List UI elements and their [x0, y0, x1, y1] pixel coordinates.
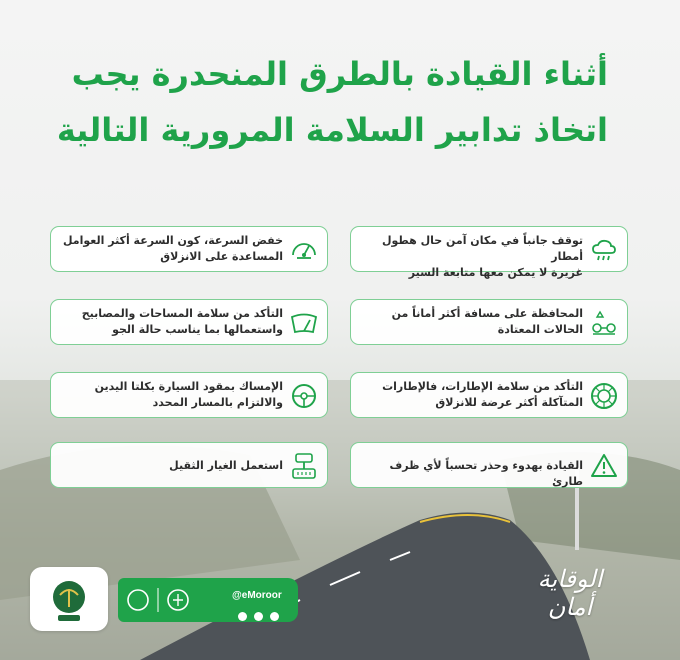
social-icons	[238, 606, 281, 625]
tip-card	[350, 442, 628, 488]
speedometer-icon	[289, 235, 319, 265]
tip-text: استعمل الغيار الثقيل	[169, 459, 283, 472]
steering-wheel-icon	[289, 381, 319, 411]
car-distance-icon	[589, 308, 619, 338]
tip-text: المحافظة على مسافة أكثر أماناً من الحالات المعتادة	[391, 307, 583, 336]
tip-card	[50, 442, 328, 488]
windshield-wiper-icon	[289, 308, 319, 338]
tip-card	[350, 299, 628, 345]
tip-card	[50, 299, 328, 345]
warning-icon	[589, 451, 619, 481]
tire-icon	[589, 381, 619, 411]
twitter-icon[interactable]	[238, 612, 247, 621]
tip-text: القيادة بهدوء وحذر تحسباً لأي ظرف طارئ	[389, 459, 583, 488]
government-logos-icon	[118, 578, 198, 622]
tip-card	[50, 226, 328, 272]
social-handle[interactable]: @eMoroor	[232, 590, 282, 601]
title-line-2: اتخاذ تدابير السلامة المرورية التالية	[56, 111, 608, 149]
traffic-logo	[30, 567, 108, 631]
emblem-icon	[30, 567, 108, 631]
tip-text: الإمساك بمقود السيارة بكلتا اليدين والالتزام بالمسار المحدد	[94, 380, 283, 409]
youtube-icon[interactable]	[270, 612, 279, 621]
facebook-icon[interactable]	[254, 612, 263, 621]
tip-card	[350, 372, 628, 418]
rain-cloud-icon	[589, 235, 619, 265]
title-line-1: أثناء القيادة بالطرق المنحدرة يجب	[71, 55, 608, 93]
gear-shift-icon	[289, 451, 319, 481]
tip-text: خفض السرعة، كون السرعة أكثر العوامل المساعدة على الانزلاق	[62, 234, 283, 263]
tip-card	[350, 226, 628, 279]
calligraphy-logo: الوقاية أمان	[537, 565, 603, 621]
tip-card	[50, 372, 328, 418]
tip-text: التأكد من سلامة الإطارات، فالإطارات المتآكلة أكثر عرضة للانزلاق	[382, 380, 583, 409]
tip-text: توقف جانباً في مكان آمن حال هطول أمطار غزيرة لا يمكن معها متابعة السير	[381, 234, 583, 279]
tip-text: التأكد من سلامة المساحات والمصابيح واستعمالها بما يناسب حالة الجو	[81, 307, 283, 336]
